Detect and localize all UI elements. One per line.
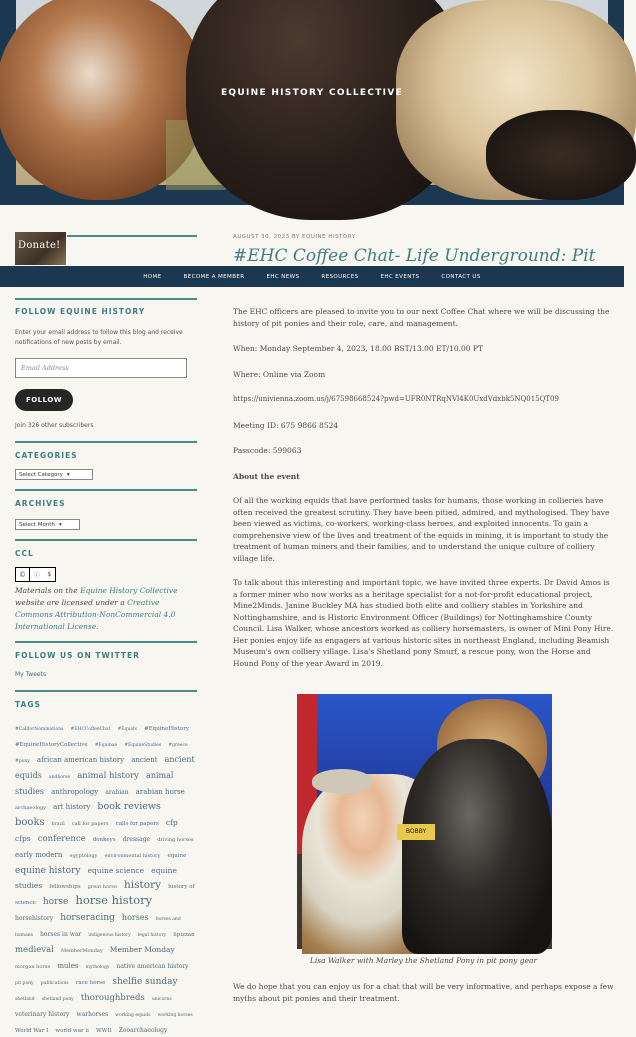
tag-link[interactable]: #EHCCoffeeChat [70,727,111,732]
tag-link[interactable]: Zooarchaeology [118,1027,168,1034]
tag-link[interactable]: driving horses [157,837,194,843]
chevron-down-icon: ▾ [58,521,62,528]
tag-link[interactable]: anthropology [51,788,99,796]
tag-link[interactable]: history of science [15,884,195,906]
tag-link[interactable]: brazil [51,822,65,827]
tag-link[interactable]: working equids [115,1013,151,1018]
tag-link[interactable]: horses and humans [15,917,181,938]
tag-link[interactable]: #EquineStudies [124,743,162,748]
divider [15,641,197,643]
tag-link[interactable]: donkeys [92,837,116,843]
tag-link[interactable]: african american history [36,756,125,764]
tag-link[interactable]: veterinary history [15,1011,70,1018]
tag-link[interactable]: indigenous history [88,933,131,938]
nav-become-a-member[interactable]: BECOME A MEMBER [183,273,245,280]
tag-link[interactable]: #pony [15,759,30,764]
tag-link[interactable]: conference [37,834,86,844]
attribution-icon: ⓘ [33,572,40,579]
tag-link[interactable]: world war ii [55,1028,89,1034]
my-tweets-link[interactable]: My Tweets [15,671,47,678]
post-author[interactable]: EQUINE HISTORY [302,234,356,240]
divider [15,489,197,491]
nav-home[interactable]: HOME [143,273,162,280]
tag-link[interactable]: early modern [15,851,63,859]
tag-link[interactable]: horseracing [60,913,115,923]
tag-link[interactable]: calls for papers [115,821,159,827]
tag-link[interactable]: morgan horse [15,964,51,970]
closing-paragraph: We do hope that you can enjoy us for a chat that will be very informative, and perhaps expose a few myths about pit ponies and their treatment. [233,982,614,1003]
license-link[interactable]: Creative Commons Attribution-NonCommercial 4.0 International License [15,598,176,631]
tag-link[interactable]: book reviews [97,801,161,812]
sidebar [15,232,197,1037]
tag-link[interactable]: shelfie sunday [112,977,178,987]
tag-link[interactable]: horsehistory [15,915,54,922]
widget-title-ccl: CCL [15,549,34,558]
post-date[interactable]: AUGUST 30, 2023 [233,234,290,240]
tag-link[interactable]: art history [53,803,91,811]
pit-pony-photo [297,694,552,949]
widget-title-archives: ARCHIVES [15,499,66,508]
tag-link[interactable]: cfps [15,834,31,843]
tag-link[interactable]: egyptology [69,853,98,859]
tag-link[interactable]: mules [57,962,79,970]
tag-link[interactable]: ancient equids [15,755,195,780]
tag-link[interactable]: #Equids [117,727,137,732]
tag-link[interactable]: dressage [122,836,151,843]
post-meta: AUGUST 30, 2023 BY EQUINE HISTORY [233,234,356,240]
tag-link[interactable]: animal studies [15,771,174,796]
event-when: When: Monday September 4, 2023, 18.00 BST/13.00 ET/10.00 PT [233,344,483,353]
nav-resources[interactable]: RESOURCES [321,273,359,280]
widget-title-categories: CATEGORIES [15,451,78,460]
tag-link[interactable]: #greece [168,743,188,748]
post-title: #EHC Coffee Chat- Life Underground: Pit [233,246,596,266]
tag-link[interactable]: working horses [157,1013,193,1018]
tag-link[interactable]: thoroughbreds [80,993,145,1003]
creative-commons-badge[interactable] [15,567,56,582]
tag-link[interactable]: unicorns [151,997,172,1002]
noncommercial-icon: $ [47,571,52,578]
cc-icon: © [16,568,30,581]
tag-link[interactable]: lipizzan [173,932,195,938]
tag-link[interactable]: andhorse [48,775,71,780]
photo-sign: BOBBY [397,824,435,840]
follow-button[interactable]: FOLLOW [15,389,73,411]
main-navigation [0,266,624,287]
passcode: Passcode: 599063 [233,446,302,455]
license-text: Materials on the Equine History Collective website are licensed under a Creative Commons Attribution-NonCommercial 4.0 International License. [15,586,178,631]
tag-link[interactable]: fellowships [49,884,81,890]
tag-link[interactable]: medieval [15,945,54,955]
tag-cloud [15,719,197,1037]
chevron-down-icon: ▾ [66,471,70,478]
tag-link[interactable]: World War I [15,1028,49,1034]
tag-link[interactable]: horses [121,913,149,922]
site-header [0,0,624,205]
category-select-value: Select Category [19,471,63,478]
donate-image[interactable]: Donate! [15,232,66,265]
subscriber-count: Join 326 other subscribers [15,422,94,429]
tag-link[interactable]: race horse [75,980,106,986]
about-paragraph-1: Of all the working equids that have performed tasks for humans, those working in collieries have often received the greatest scrutiny. They have been pitied, admired, and mythologised. They have been viewed as victims, co-workers, working-class heroes, and exploited innocents. To gain a comprehensive view of the lives and treatment of the equids in mining, it is important to study the treatment of human miners and their families, and to understand the unique culture of colliery village life. [233,496,610,563]
tag-link[interactable]: animal history [77,771,139,781]
meeting-id: Meeting ID: 675 9866 8524 [233,420,339,430]
tag-link[interactable]: horse history [75,893,153,907]
divider [15,298,197,300]
tag-link[interactable]: cfp [165,818,178,827]
nav-ehc-events[interactable]: EHC EVENTS [380,273,420,280]
tag-link[interactable]: MemberMonday [60,948,103,954]
widget-title-tags: TAGS [15,700,41,709]
tag-link[interactable]: #Equinae [94,743,118,748]
tag-link[interactable]: native american history [116,963,189,970]
tag-link[interactable]: WWII [96,1028,112,1034]
tag-link[interactable]: equine science [87,866,145,875]
zoom-link[interactable]: https://univienna.zoom.us/j/67598668524?pwd=UFR0NTRqNVl4K0UxdVdxbk5NQ015QT09 [233,395,559,403]
site-title[interactable]: EQUINE HISTORY COLLECTIVE [220,88,404,98]
tag-link[interactable]: shetland pony [41,997,74,1002]
widget-title-twitter: FOLLOW US ON TWITTER [15,651,140,660]
tag-link[interactable]: #EquineHistoryCollective [15,742,88,748]
tag-link[interactable]: equine history [15,866,81,876]
archive-select[interactable] [15,519,80,530]
tag-link[interactable]: history [124,879,162,891]
tag-link[interactable]: horse [42,897,69,907]
nav-ehc-news[interactable]: EHC NEWS [266,273,300,280]
category-select[interactable] [15,469,93,480]
archive-select-value: Select Month [19,521,55,528]
event-where: Where: Online via Zoom [233,369,326,379]
divider [15,690,197,692]
divider [15,539,197,541]
tag-link[interactable]: archaeology [15,805,46,811]
tag-link[interactable]: Member Monday [109,945,175,954]
about-heading: About the event [233,471,300,481]
site-link[interactable]: Equine History Collective [80,586,178,595]
tag-link[interactable]: environmental history [104,853,161,859]
tag-link[interactable]: shetland [15,997,35,1002]
tag-link[interactable]: #EquineHistory [144,726,189,732]
tag-link[interactable]: books [15,817,45,828]
tag-link[interactable]: great horse [87,884,117,890]
post-intro: The EHC officers are pleased to invite you to our next Coffee Chat where we will be discussing the history of pit ponies and their role, care, and management. [233,307,610,328]
photo-caption: Lisa Walker with Marley the Shetland Pony in pit pony gear [309,956,538,965]
tag-link[interactable]: arabian horse [135,788,185,796]
tag-link[interactable]: publications [40,981,69,986]
tag-link[interactable]: mythology [85,965,110,970]
tag-link[interactable]: warhorses [76,1011,109,1018]
tag-link[interactable]: pit pony [15,981,34,986]
tag-link[interactable]: equine studies [15,866,177,890]
tag-link[interactable]: legal history [137,933,167,938]
tag-link[interactable]: #CallforNominations [15,727,64,732]
about-paragraph-2: To talk about this interesting and important topic, we have invited three experts. Dr David Amos is a former miner who now works as a heritage specialist for a not-for-profit educational project, Mine2Minds. Janine Buckley MA has studied both elite and colliery stables in Yorkshire and Nottinghamshire, and is Historic Environment Officer (Buildings) for Nottinghamshire County Council. Lisa Walker, whose ancestors worked as colliery horsemasters, is owner of Mini Pony Hire. Her ponies enjoy life as engagers at various historic sites in northeast England, including Beamish Museum's own colliery village. Lisa's Shetland pony Smurf, a rescue pony, won the Horse and Hound Pony of the year Award in 2019. [233,578,614,668]
tag-link[interactable]: equine [167,853,187,859]
tag-link[interactable]: arabian [105,789,129,796]
widget-title-follow: FOLLOW EQUINE HISTORY [15,307,146,316]
tag-link[interactable]: horses in war [40,931,82,938]
tag-link[interactable]: call for papers [71,821,109,827]
divider [15,441,197,443]
nav-contact-us[interactable]: CONTACT US [441,273,481,280]
email-input[interactable]: Email Address [15,358,187,378]
follow-description: Enter your email address to follow this blog and receive notifications of new posts by email. [15,329,183,346]
tag-link[interactable]: ancient [131,756,158,764]
